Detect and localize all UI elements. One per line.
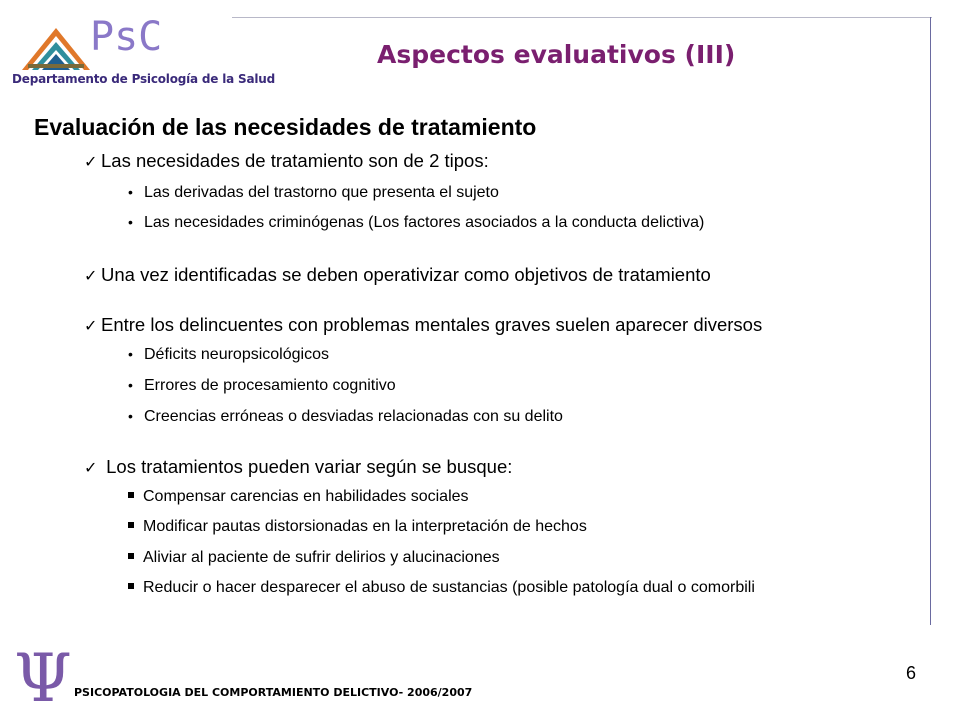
bullet-item: • Creencias erróneas o desviadas relacionadas con su delito (128, 408, 563, 425)
bullet-item: • Las necesidades criminógenas (Los factores asociados a la conducta delictiva) (128, 214, 705, 231)
square-bullet-icon (128, 583, 134, 589)
psi-logo-icon: Ψ (14, 640, 72, 717)
check-item: ✓ Una vez identificadas se deben operativizar como objetivos de tratamiento (84, 264, 711, 285)
section-heading: Evaluación de las necesidades de tratamiento (34, 114, 537, 140)
square-bullet-item: Aliviar al paciente de sufrir delirios y alucinaciones (128, 549, 500, 567)
logo-wordmark: PsC (90, 14, 163, 60)
bullet-item: • Las derivadas del trastorno que presenta el sujeto (128, 184, 499, 201)
department-name: Departamento de Psicología de la Salud (12, 72, 276, 86)
check-icon: ✓ (84, 266, 98, 285)
square-bullet-item: Compensar carencias en habilidades sociales (128, 488, 469, 506)
square-bullet-item: Modificar pautas distorsionadas en la interpretación de hechos (128, 518, 587, 536)
course-footer: PSICOPATOLOGIA DEL COMPORTAMIENTO DELICTIVO- 2006/2007 (74, 686, 473, 699)
bullet-icon: • (128, 346, 133, 362)
square-bullet-icon (128, 522, 134, 528)
bullet-icon: • (128, 184, 133, 200)
check-icon: ✓ (84, 152, 98, 171)
check-item: ✓ Los tratamientos pueden variar según se busque: (84, 456, 513, 477)
bullet-icon: • (128, 408, 133, 424)
square-bullet-item: Reducir o hacer desparecer el abuso de sustancias (posible patología dual o comorbili (128, 579, 755, 597)
bullet-icon: • (128, 214, 133, 230)
page-number: 6 (906, 663, 917, 683)
check-icon: ✓ (84, 458, 98, 477)
check-icon: ✓ (84, 316, 98, 335)
square-bullet-icon (128, 492, 134, 498)
check-item: ✓ Entre los delincuentes con problemas mentales graves suelen aparecer diversos (84, 314, 763, 335)
square-bullet-icon (128, 553, 134, 559)
bullet-item: • Déficits neuropsicológicos (128, 346, 329, 363)
bullet-item: • Errores de procesamiento cognitivo (128, 377, 396, 394)
bullet-icon: • (128, 377, 133, 393)
slide-title: Aspectos evaluativos (III) (377, 40, 736, 69)
check-item: ✓ Las necesidades de tratamiento son de 2 tipos: (84, 150, 489, 171)
